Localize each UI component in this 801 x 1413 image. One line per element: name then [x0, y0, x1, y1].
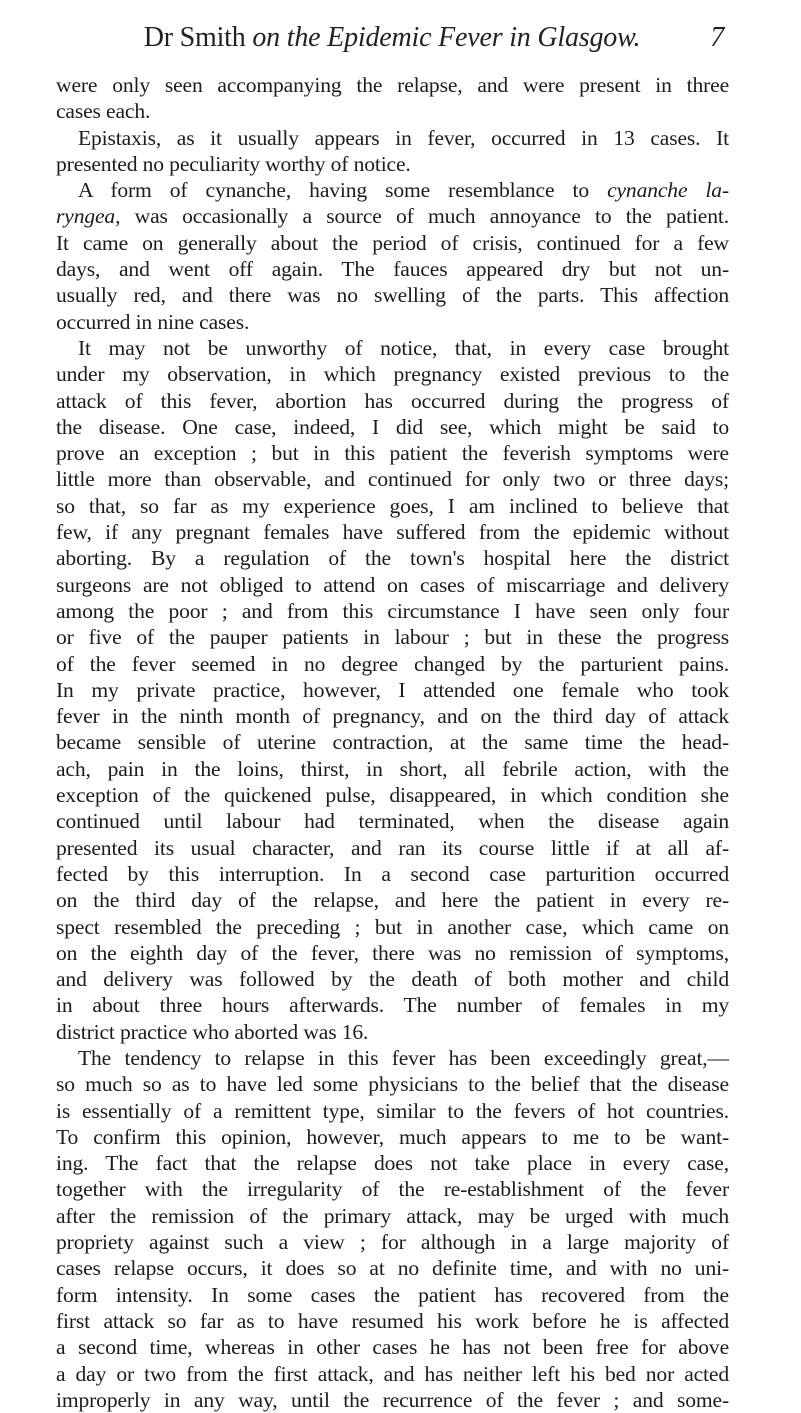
text-line: is essentially of a remittent type, similar to the fevers of hot countries.: [56, 1098, 729, 1123]
text-line: ing. The fact that the relapse does not take place in every case,: [56, 1151, 729, 1176]
text-line: little more than observable, and continued for only two or three days;: [56, 467, 729, 492]
text-line: spect resembled the preceding ; but in another case, which came on: [56, 914, 729, 939]
text-line: of the fever seemed in no degree changed by the parturient pains.: [56, 651, 729, 676]
text-line: presented its usual character, and ran its course little if at all af-: [56, 835, 729, 860]
text-line: the disease. One case, indeed, I did see, which might be said to: [56, 414, 729, 439]
text-line: usually red, and there was no swelling of the parts. This affection: [56, 283, 729, 308]
text-line: ryngea, was occasionally a source of much annoyance to the patient.: [56, 204, 729, 229]
text-line: among the poor ; and from this circumstance I have seen only four: [56, 598, 729, 623]
text-line: A form of cynanche, having some resemblance to cynanche la-: [78, 178, 729, 203]
text-line: To confirm this opinion, however, much appears to me to be want-: [56, 1124, 729, 1149]
text-line: so that, so far as my experience goes, I am inclined to believe that: [56, 493, 729, 518]
text-line: surgeons are not obliged to attend on cases of miscarriage and delivery: [56, 572, 729, 597]
text-line: on the third day of the relapse, and here the patient in every re-: [56, 888, 729, 913]
body-text: [56, 72, 729, 1413]
text-line: The tendency to relapse in this fever has been exceedingly great,—: [78, 1045, 729, 1070]
text-line: attack of this fever, abortion has occurred during the progress of: [56, 388, 729, 413]
text-line: under my observation, in which pregnancy existed previous to the: [56, 362, 729, 387]
text-line: on the eighth day of the fever, there was no remission of symptoms,: [56, 940, 729, 965]
running-head-author: Dr Smith: [143, 22, 246, 53]
text-line: exception of the quickened pulse, disappeared, in which condition she: [56, 783, 729, 808]
text-line: district practice who aborted was 16.: [56, 1019, 369, 1044]
text-line: Epistaxis, as it usually appears in fever, occurred in 13 cases. It: [78, 125, 729, 150]
running-head: [60, 20, 724, 56]
text-line: propriety against such a view ; for although in a large majority of: [56, 1230, 729, 1255]
text-line: form intensity. In some cases the patient has recovered from the: [56, 1282, 729, 1307]
text-line: cases relapse occurs, it does so at no definite time, and with no uni-: [56, 1256, 729, 1281]
text-line: It may not be unworthy of notice, that, in every case brought: [78, 335, 729, 360]
text-line: presented no peculiarity worthy of notice.: [56, 151, 411, 176]
text-line: first attack so far as to have resumed his work before he is affected: [56, 1308, 729, 1333]
text-line: so much so as to have led some physicians to the belief that the disease: [56, 1072, 729, 1097]
text-line: prove an exception ; but in this patient the feverish symptoms were: [56, 441, 729, 466]
text-line: occurred in nine cases.: [56, 309, 250, 334]
text-line: fever in the ninth month of pregnancy, and on the third day of attack: [56, 704, 729, 729]
text-line: in about three hours afterwards. The number of females in my: [56, 993, 729, 1018]
running-head-title: on the Epidemic Fever in Glasgow.: [252, 22, 641, 53]
text-line: or five of the pauper patients in labour ; but in these the progress: [56, 625, 729, 650]
text-line: were only seen accompanying the relapse, and were present in three: [56, 73, 729, 97]
text-line: after the remission of the primary attack, may be urged with much: [56, 1203, 729, 1228]
running-title: [60, 20, 724, 56]
text-line: aborting. By a regulation of the town's hospital here the district: [56, 546, 729, 571]
text-line: It came on generally about the period of crisis, continued for a few: [56, 230, 729, 255]
text-line: continued until labour had terminated, when the disease again: [56, 809, 729, 834]
text-line: cases each.: [56, 99, 151, 124]
page-number: 7: [710, 22, 724, 53]
text-line: fected by this interruption. In a second case parturition occurred: [56, 861, 729, 886]
text-line: became sensible of uterine contraction, at the same time the head-: [56, 730, 729, 755]
text-line: and delivery was followed by the death of both mother and child: [56, 967, 729, 992]
text-line: In my private practice, however, I attended one female who took: [56, 677, 729, 702]
text-line: a day or two from the first attack, and has neither left his bed nor acted: [56, 1361, 729, 1386]
text-line: improperly in any way, until the recurrence of the fever ; and some-: [56, 1387, 729, 1412]
text-line: days, and went off again. The fauces appeared dry but not un-: [56, 257, 729, 282]
text-line: a second time, whereas in other cases he has not been free for above: [56, 1335, 729, 1360]
text-line: ach, pain in the loins, thirst, in short, all febrile action, with the: [56, 756, 729, 781]
italic-term: ryngea: [56, 204, 116, 229]
text-line: together with the irregularity of the re-establishment of the fever: [56, 1177, 729, 1202]
text-line: few, if any pregnant females have suffered from the epidemic without: [56, 520, 729, 545]
italic-term: cynanche la-: [607, 178, 729, 203]
